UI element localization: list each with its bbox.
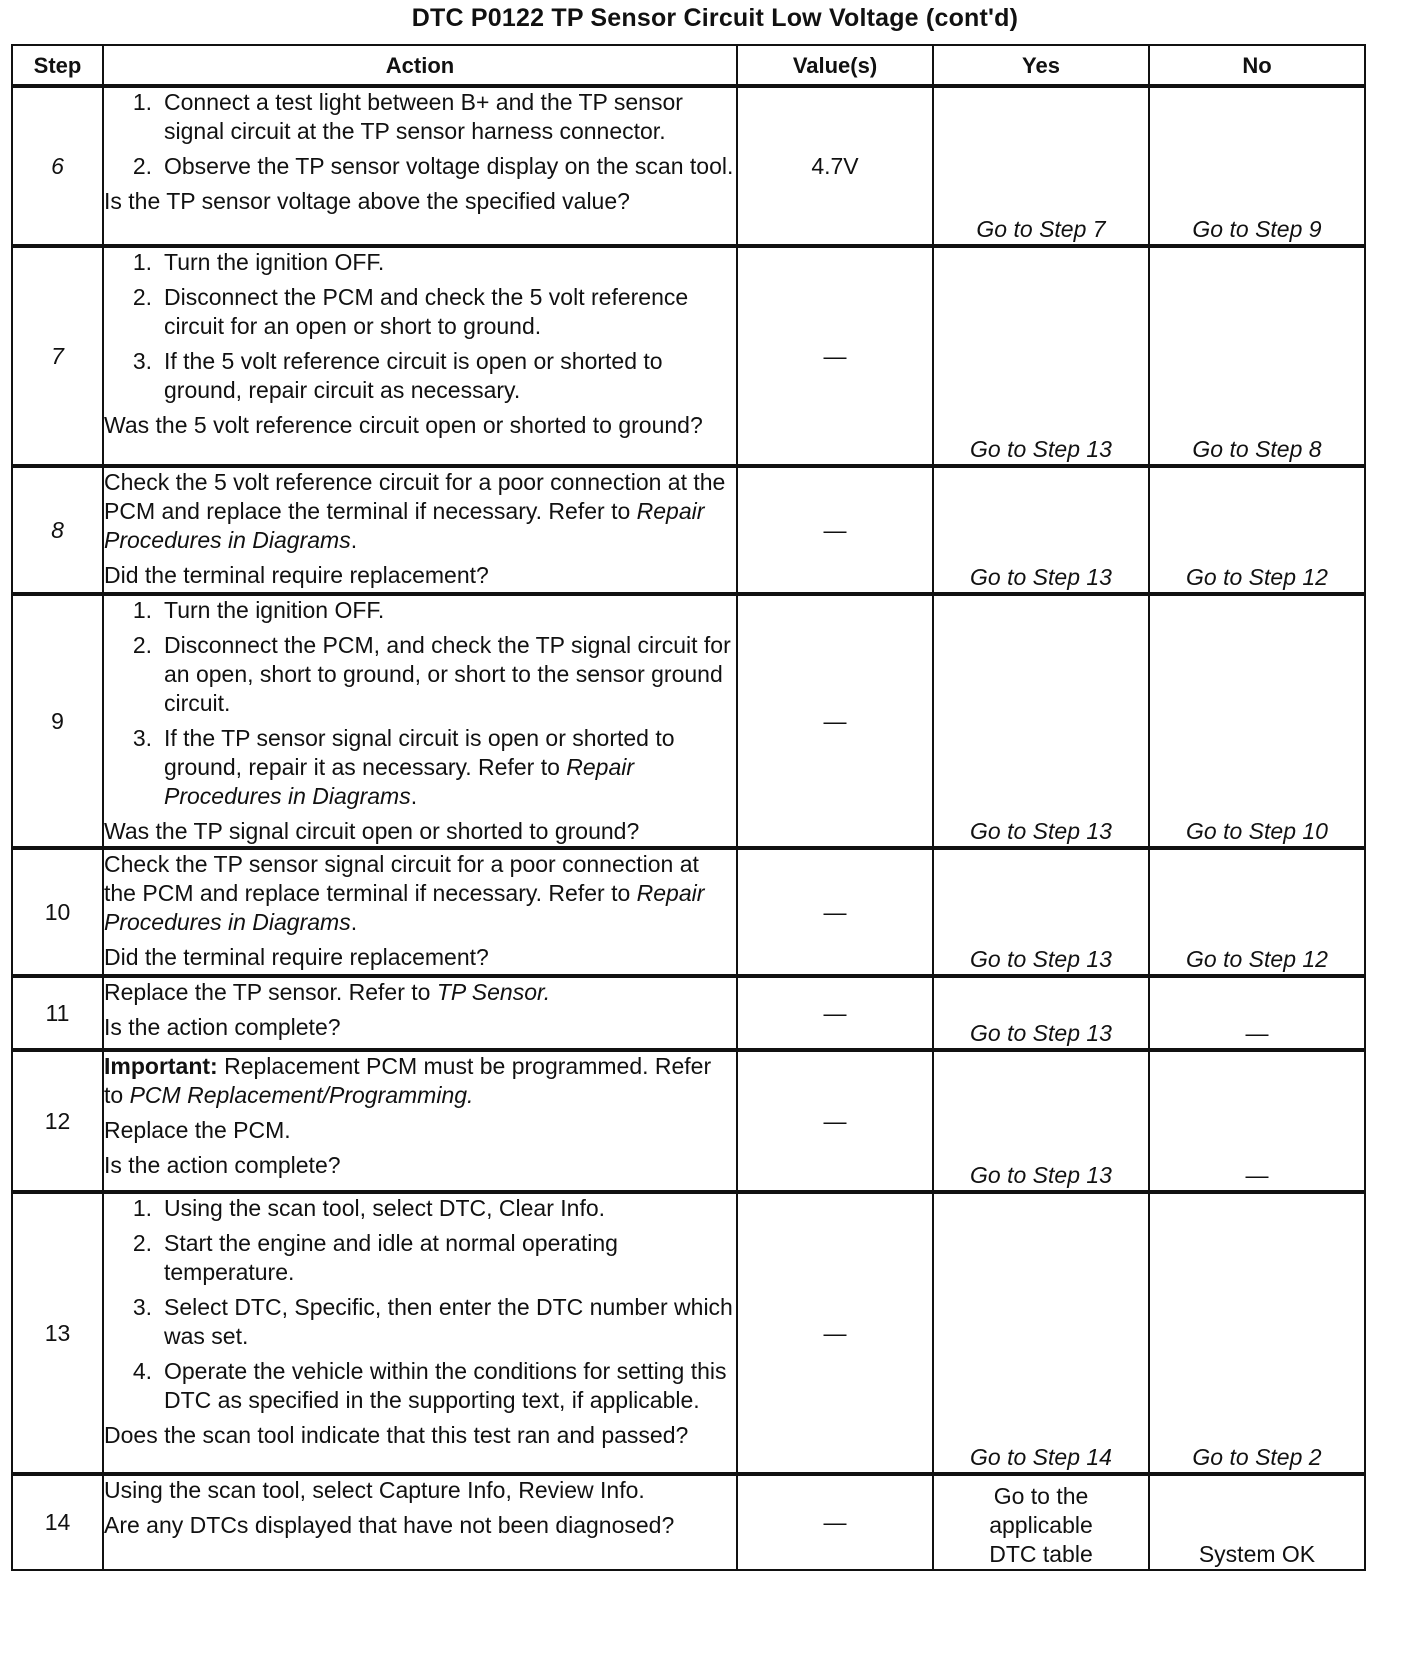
step-number: 10 [12, 848, 103, 976]
yes-link[interactable]: Go to Step 13 [970, 564, 1112, 590]
yes-link[interactable]: Go to Step 14 [970, 1444, 1112, 1470]
table-row [12, 86, 1365, 246]
reference-link[interactable]: TP Sensor. [436, 979, 551, 1005]
action-question: Was the 5 volt reference circuit open or shorted to ground? [104, 412, 703, 438]
action-cell: Check the TP sensor signal circuit for a poor connection at the PCM and replace terminal if necessary. Refer to Repair Procedures in Diagrams. Did the terminal require replacement? [103, 848, 737, 976]
table-row [12, 594, 1365, 848]
no-cell: — [1149, 976, 1365, 1050]
action-question: Does the scan tool indicate that this test ran and passed? [104, 1422, 689, 1448]
action-question: Did the terminal require replacement? [104, 944, 489, 970]
action-text: Replace the TP sensor. Refer to [104, 979, 431, 1005]
action-question: Are any DTCs displayed that have not been diagnosed? [104, 1512, 675, 1538]
action-item-text: Operate the vehicle within the conditions for setting this DTC as specified in the supporting text, if applicable. [164, 1358, 727, 1413]
table-row [12, 1192, 1365, 1474]
yes-cell[interactable]: Go to the applicable DTC table [933, 1474, 1149, 1570]
action-item-text: Turn the ignition OFF. [164, 249, 385, 275]
table-row [12, 1474, 1365, 1570]
action-item: 2. Start the engine and idle at normal operating temperature. [104, 1229, 736, 1287]
no-cell [1149, 848, 1365, 976]
value-cell: — [737, 1474, 933, 1570]
value-cell: 4.7V [737, 86, 933, 246]
action-cell [103, 594, 737, 848]
yes-link[interactable]: Go to Step 13 [970, 436, 1112, 462]
action-question: Is the action complete? [104, 1014, 341, 1040]
reference-link[interactable]: Repair Procedures in Diagrams [104, 880, 705, 935]
header-yes: Yes [933, 45, 1149, 86]
action-item: 3. If the 5 volt reference circuit is open or shorted to ground, repair circuit as necessary. [104, 347, 736, 405]
yes-cell [933, 466, 1149, 594]
action-item: 4. Operate the vehicle within the conditions for setting this DTC as specified in the supporting text, if applicable. [104, 1357, 736, 1415]
no-link[interactable]: Go to Step 8 [1192, 436, 1322, 462]
diagnostic-table [11, 44, 1366, 1571]
no-link[interactable]: Go to Step 12 [1186, 946, 1328, 972]
action-text: Check the TP sensor signal circuit for a poor connection at the PCM and replace terminal if necessary. Refer to [104, 851, 699, 906]
value-cell: — [737, 1050, 933, 1192]
no-cell [1149, 466, 1365, 594]
action-question: Is the action complete? [104, 1152, 341, 1178]
table-row [12, 1050, 1365, 1192]
action-cell [103, 86, 737, 246]
action-cell [103, 246, 737, 466]
yes-cell [933, 594, 1149, 848]
action-question: Was the TP signal circuit open or shorted to ground? [104, 818, 640, 844]
action-item: 2. Disconnect the PCM and check the 5 volt reference circuit for an open or short to ground. [104, 283, 736, 341]
action-item: 1. Turn the ignition OFF. [104, 248, 736, 277]
action-text: Check the 5 volt reference circuit for a poor connection at the PCM and replace the terminal if necessary. Refer to [104, 469, 726, 524]
step-number: 9 [12, 594, 103, 848]
action-item-text: Turn the ignition OFF. [164, 597, 385, 623]
action-item: 2. Observe the TP sensor voltage display on the scan tool. [104, 152, 736, 181]
header-values: Value(s) [737, 45, 933, 86]
no-cell: System OK [1149, 1474, 1365, 1570]
no-cell [1149, 1192, 1365, 1474]
table-row [12, 848, 1365, 976]
action-item-text: Using the scan tool, select DTC, Clear Info. [164, 1195, 606, 1221]
step-number: 13 [12, 1192, 103, 1474]
action-question: Is the TP sensor voltage above the specified value? [104, 188, 630, 214]
action-item-text: If the TP sensor signal circuit is open or shorted to ground, repair it as necessary. Refer to [164, 725, 675, 780]
header-no: No [1149, 45, 1365, 86]
action-item-text: If the 5 volt reference circuit is open or shorted to ground, repair circuit as necessary. [164, 348, 663, 403]
no-link[interactable]: Go to Step 9 [1192, 216, 1322, 242]
action-item: 3. If the TP sensor signal circuit is open or shorted to ground, repair it as necessary. Refer to Repair Procedures in Diagrams. [132, 725, 675, 809]
action-item-text: Connect a test light between B+ and the TP sensor signal circuit at the TP sensor harness connector. [164, 89, 683, 144]
no-cell: — [1149, 1050, 1365, 1192]
important-label: Important: [104, 1053, 218, 1079]
reference-link[interactable]: PCM Replacement/Programming. [129, 1082, 474, 1108]
action-cell [103, 976, 737, 1050]
value-cell: — [737, 1192, 933, 1474]
important-text: Replacement PCM must be programmed. Refer to [104, 1053, 712, 1108]
no-link[interactable]: Go to Step 2 [1192, 1444, 1322, 1470]
action-cell: Check the 5 volt reference circuit for a poor connection at the PCM and replace the terminal if necessary. Refer to Repair Procedures in Diagrams. Did the terminal require replacement? [103, 466, 737, 594]
table-row [12, 466, 1365, 594]
step-number: 14 [12, 1474, 103, 1570]
action-question: Did the terminal require replacement? [104, 562, 489, 588]
table-row [12, 976, 1365, 1050]
action-item: 1. Connect a test light between B+ and the TP sensor signal circuit at the TP sensor harness connector. [104, 88, 736, 146]
action-item: 1. Using the scan tool, select DTC, Clear Info. [104, 1194, 736, 1223]
no-link[interactable]: Go to Step 10 [1186, 818, 1328, 844]
action-item-text: Disconnect the PCM and check the 5 volt reference circuit for an open or short to ground. [164, 284, 689, 339]
action-item: 1. Turn the ignition OFF. [104, 596, 736, 625]
no-cell [1149, 86, 1365, 246]
action-text: Using the scan tool, select Capture Info, Review Info. [104, 1477, 645, 1503]
header-action: Action [103, 45, 737, 86]
value-cell: — [737, 976, 933, 1050]
action-cell [103, 1050, 737, 1192]
value-cell: — [737, 594, 933, 848]
action-cell [103, 1192, 737, 1474]
action-item-text: Observe the TP sensor voltage display on the scan tool. [164, 153, 734, 179]
yes-cell [933, 848, 1149, 976]
yes-link[interactable]: Go to Step 13 [970, 818, 1112, 844]
no-link[interactable]: Go to Step 12 [1186, 564, 1328, 590]
action-item: 3. Select DTC, Specific, then enter the DTC number which was set. [104, 1293, 736, 1351]
action-cell [103, 1474, 737, 1570]
action-item: 2. Disconnect the PCM, and check the TP signal circuit for an open, short to ground, or short to the sensor ground circuit. [104, 631, 736, 718]
step-number: 8 [12, 466, 103, 594]
table-header-row [12, 45, 1365, 86]
step-number: 11 [12, 976, 103, 1050]
action-item-text: Start the engine and idle at normal operating temperature. [164, 1230, 618, 1285]
yes-cell [933, 86, 1149, 246]
yes-cell [933, 1192, 1149, 1474]
step-number: 6 [12, 86, 103, 246]
value-cell: — [737, 848, 933, 976]
yes-link[interactable]: Go to Step 13 [970, 1020, 1112, 1046]
action-item-text: Disconnect the PCM, and check the TP signal circuit for an open, short to ground, or short to the sensor ground circuit. [164, 632, 731, 716]
yes-link[interactable]: Go to Step 13 [970, 1162, 1112, 1188]
reference-link[interactable]: Repair Procedures in Diagrams [104, 498, 705, 553]
action-item-text: Select DTC, Specific, then enter the DTC number which was set. [164, 1294, 733, 1349]
no-cell [1149, 594, 1365, 848]
no-cell [1149, 246, 1365, 466]
table-row [12, 246, 1365, 466]
action-text: Replace the PCM. [104, 1117, 291, 1143]
yes-cell [933, 246, 1149, 466]
yes-link[interactable]: Go to Step 13 [970, 946, 1112, 972]
reference-link[interactable]: Repair Procedures in Diagrams [164, 754, 635, 809]
yes-cell [933, 976, 1149, 1050]
header-step: Step [12, 45, 103, 86]
step-number: 12 [12, 1050, 103, 1192]
value-cell: — [737, 466, 933, 594]
value-cell: — [737, 246, 933, 466]
step-number: 7 [12, 246, 103, 466]
page-title: DTC P0122 TP Sensor Circuit Low Voltage (cont'd) [411, 4, 1019, 32]
yes-cell [933, 1050, 1149, 1192]
yes-link[interactable]: Go to Step 7 [976, 216, 1106, 242]
